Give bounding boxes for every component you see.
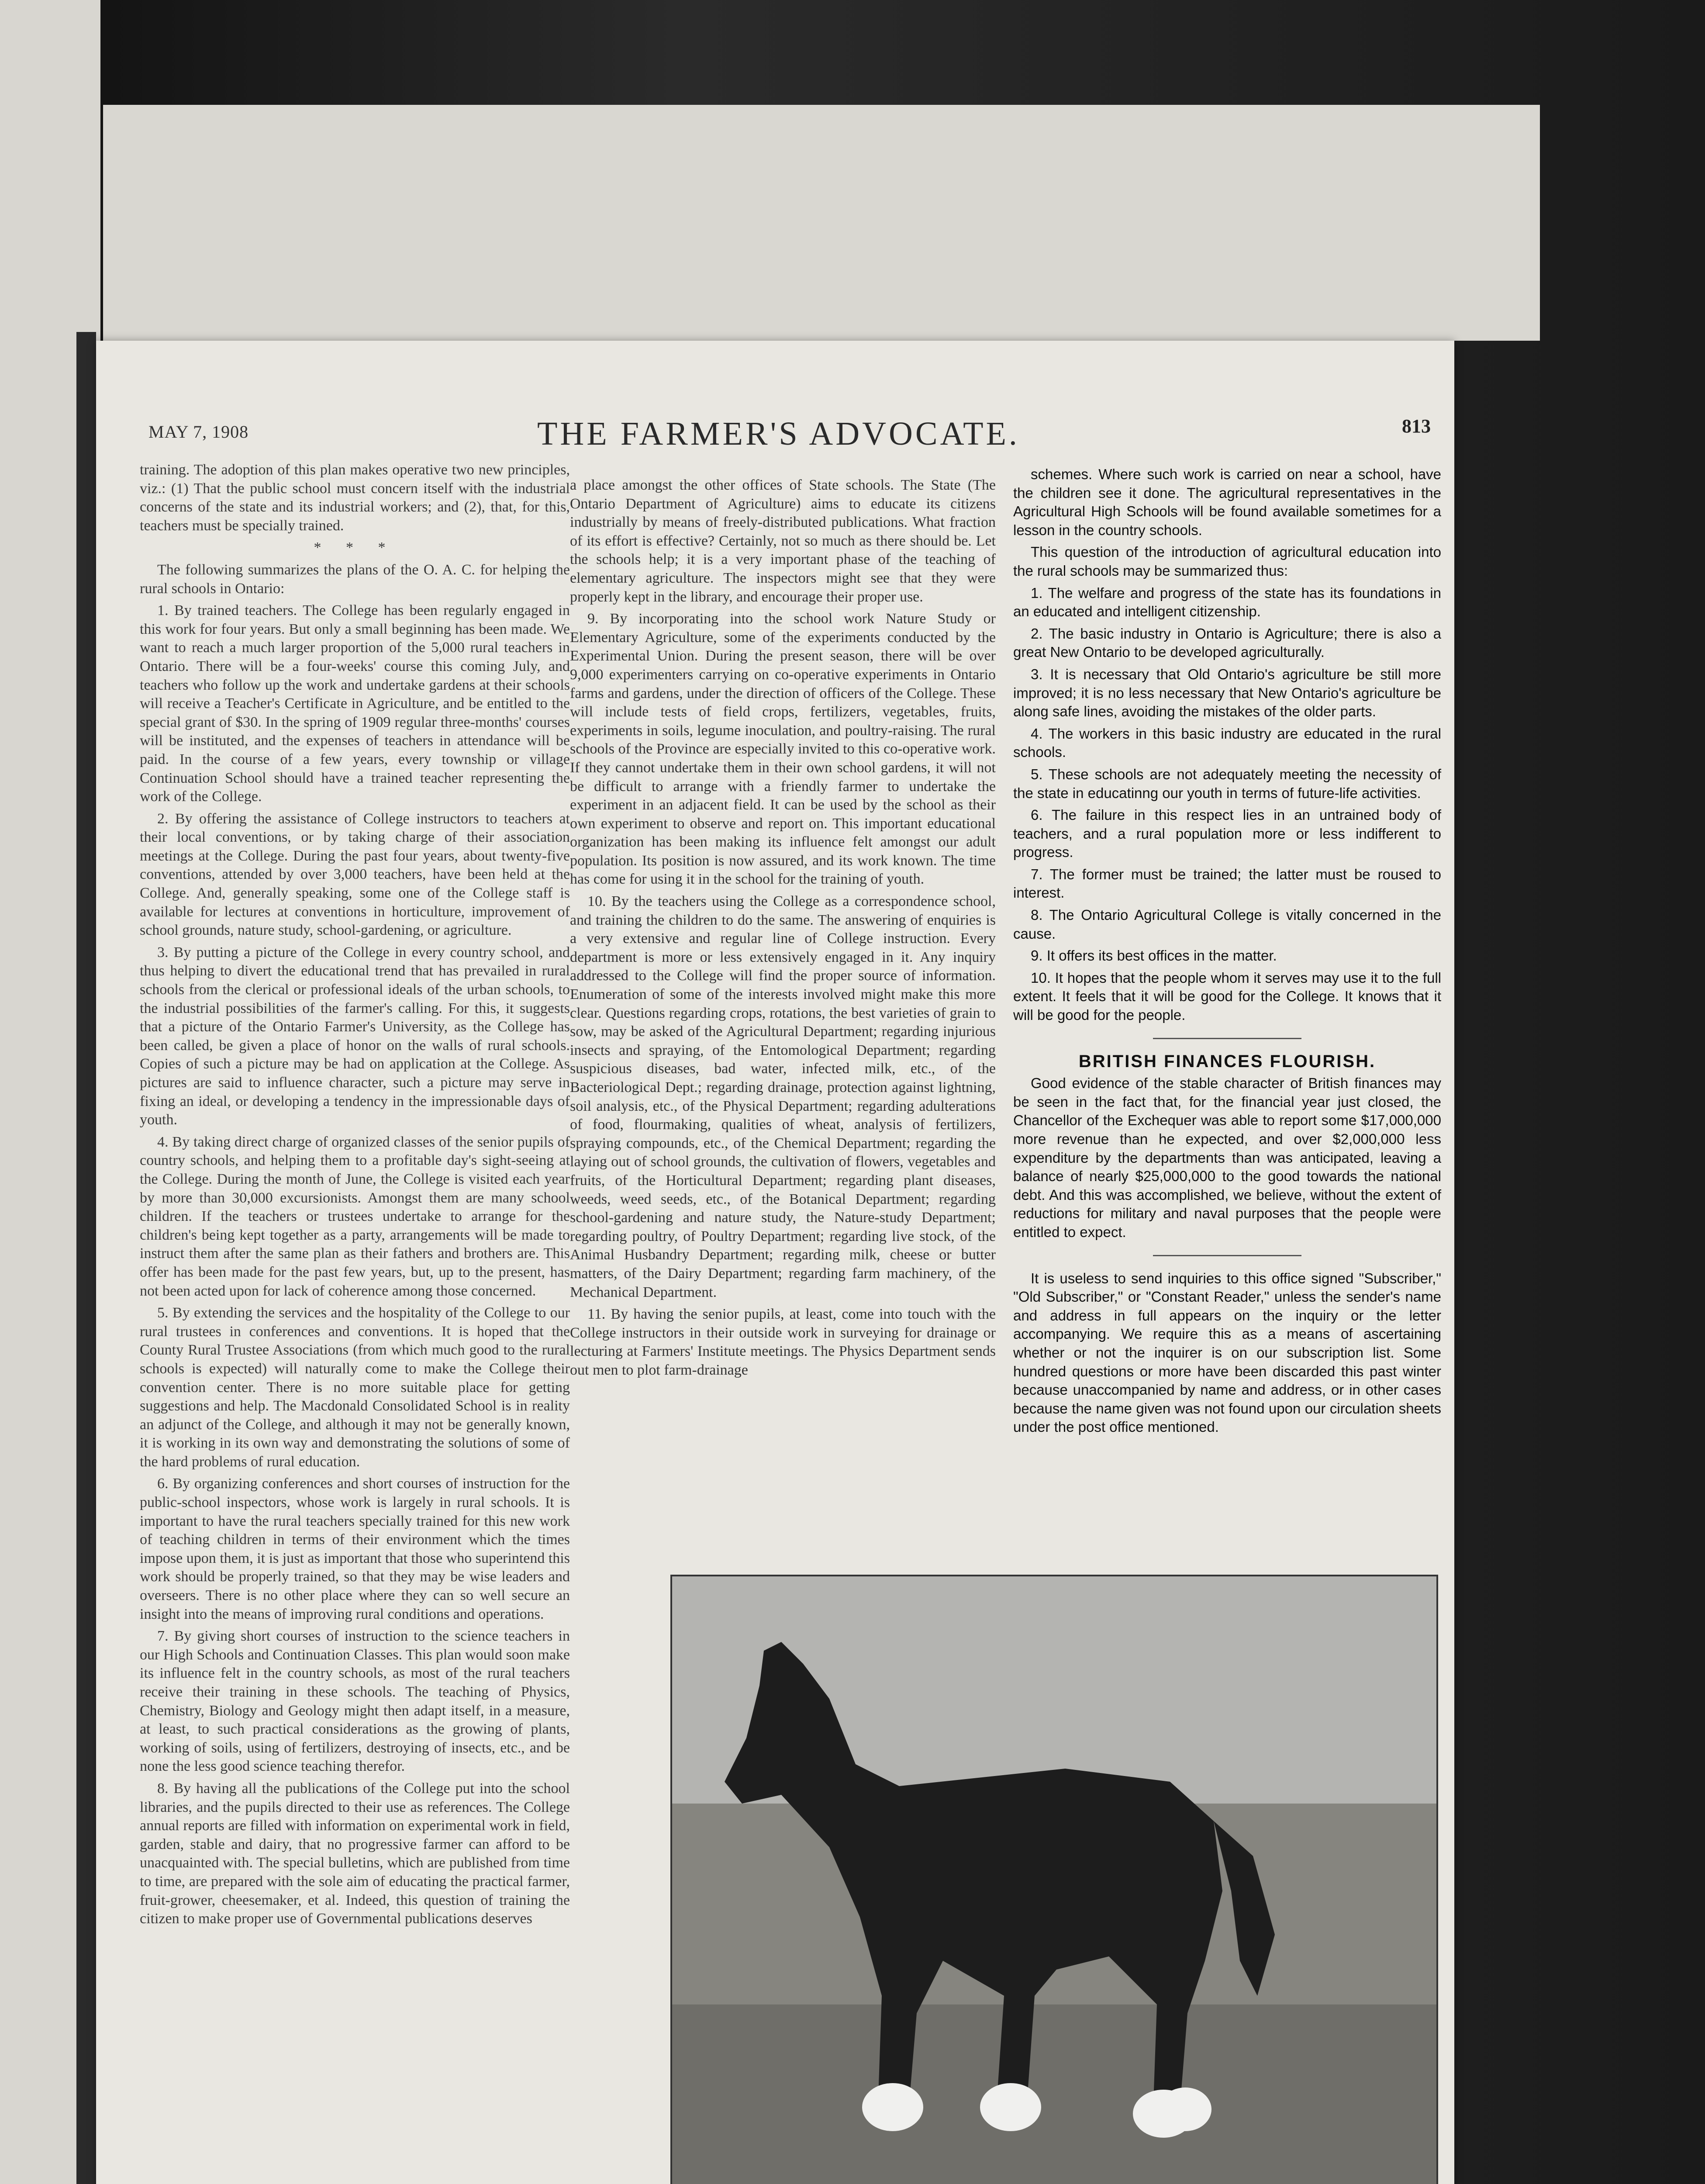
divider-rule [1153, 1038, 1301, 1039]
summary-item: 10. It hopes that the people whom it serves may use it to the full extent. It feels that it will be good for the College. It knows that it will be good for the people. [1013, 969, 1441, 1023]
paragraph: training. The adoption of this plan makes operative two new principles, viz.: (1) That the public school must concern itself with the industrial concerns of the state and its industrial workers; and (2), that, for this, teachers must be specially trained. [140, 462, 570, 534]
summary-item: 3. It is necessary that Old Ontario's agriculture be still more improved; it is no less necessary that New Ontario's agriculture be along safe lines, avoiding the mistakes of the older parts. [1013, 666, 1441, 720]
summary-item: 5. These schools are not adequately meeting the necessity of the state in educatinng our youth in terms of future-life activities. [1013, 766, 1441, 801]
underlying-page-sheet [103, 105, 1540, 341]
paragraph: 9. By incorporating into the school work Nature Study or Elementary Agriculture, some of the experiments conducted by the Experimental Union. During the present season, there will be over 9,000 experimenters carrying on co-operative experiments in Ontario farms and gardens, under the direction of officers of the College. These will include tests of field crops, fertilizers, vegetables, fruits, experiments in soils, legume inoculation, and poultry-raising. The rural schools of the Province are especially invited to this co-operative work. If they cannot undertake them in their own school gardens, it will not be difficult to arrange with a friendly farmer to undertake the experiment in an adjacent field. It can be used by the school as their own experiment to observe and report on. This important educational organization has been making its influence felt amongst our adult population. Its position is now assured, and its work known. The time has come for using it in the school for the training of youth. [570, 611, 996, 888]
paragraph: The following summarizes the plans of the O. A. C. for helping the rural schools in Ontario: [140, 561, 570, 597]
paragraph: 7. By giving short courses of instruction to the science teachers in our High Schools and Continuation Classes. This plan would soon make its influence felt in the country schools, as most of the rural teachers receive their training in these schools. The teaching of Physics, Chemistry, Biology and Geology might then adapt itself, in a measure, at least, to such practical considerations as the growing of plants, working of soils, using of fertilizers, destroying of insects, etc., and be none the less good science teaching therefor. [140, 1628, 570, 1775]
right-column [1013, 465, 1441, 1440]
paragraph: 8. By having all the publications of the College put into the school libraries, and the pupils directed to their use as references. The College annual reports are filled with information on experimental work in field, garden, stable and dairy, that no progressive farmer can afford to be unacquainted with. The special bulletins, which are published from time to time, are prepared with the sole aim of educating the practical farmer, fruit-grower, cheesemaker, et al. Indeed, this question of training the citizen to make proper use of Governmental publications deserves [140, 1780, 570, 1927]
paragraph: Good evidence of the stable character of British finances may be seen in the fact that, for the financial year just closed, the Chancellor of the Exchequer was able to report some $17,000,000 more revenue than he expected, and over $2,000,000 less expenditure by the departments than was anticipated, leaving a balance of nearly $25,000,000 to the good towards the national debt. And this was accomplished, we believe, without the extent of reductions for military and naval purposes that the people were entitled to expect. [1013, 1075, 1441, 1240]
paragraph: 4. By taking direct charge of organized classes of the senior pupils of country schools, and helping them to a profitable day's sight-seeing at the College. During the month of June, the College is visited each year by more than 30,000 excursionists. Amongst them are many school children. If the teachers or trustees undertake to arrange for the children's being kept together as a party, arrangements will be made to instruct them after the same plan as their fathers and brothers are. This offer has been made for the past few years, but, up to the present, has not been acted upon for lack of coherence among those concerned. [140, 1133, 570, 1299]
paragraph: 11. By having the senior pupils, at least, come into touch with the College instructors in their outside work in surveying for drainage or lecturing at Farmers' Institute meetings. The Physics Department sends out men to plot farm-drainage [570, 1306, 996, 1378]
summary-item: 7. The former must be trained; the latter must be roused to interest. [1013, 866, 1441, 901]
clydesdale-horse-image [672, 1576, 1436, 2184]
issue-date: MAY 7, 1908 [148, 422, 249, 442]
summary-item: 4. The workers in this basic industry are educated in the rural schools. [1013, 725, 1441, 760]
finance-heading: BRITISH FINANCES FLOURISH. [1078, 1051, 1376, 1071]
paragraph: 3. By putting a picture of the College in every country school, and thus helping to divert the educational trend that has prevailed in rural schools from the clerical or professional ideals of the urban schools, to the industrial possibilities of the farmer's calling. For this, it suggests that a picture of the Ontario Farmer's University, as the College has been called, be given a place of honor on the walls of rural schools. Copies of such a picture may be had on application at the College. As pictures are said to influence character, such a picture may serve in fixing an ideal, or developing a tendency in the impressionable days of youth. [140, 944, 570, 1128]
divider-rule [1153, 1255, 1301, 1256]
page-number: 813 [1402, 415, 1431, 437]
paragraph: 5. By extending the services and the hospitality of the College to our rural trustees in conferences and conventions. It is hoped that the County Rural Trustee Associations (from which much good to the rural schools is expected) will naturally come to make the College their convention center. There is no more suitable place for getting suggestions and help. The Macdonald Consolidated School is in reality an adjunct of the College, and although it may not be generally known, it is working in its own way and demonstrating the solutions of some of the hard problems of rural education. [140, 1305, 570, 1470]
summary-item: 9. It offers its best offices in the matter. [1031, 947, 1277, 964]
section-divider-stars: * * * [314, 539, 396, 556]
summary-item: 1. The welfare and progress of the state has its foundations in an educated and intelligent citizenship. [1013, 584, 1441, 620]
paragraph: This question of the introduction of agricultural education into the rural schools may be summarized thus: [1013, 544, 1441, 579]
paragraph: 10. By the teachers using the College as a correspondence school, and training the children to do the same. The answering of enquiries is a very extensive and regular line of College instruction. Every department is more or less extensively engaged in it. Any inquiry addressed to the College will find the proper source of information. Enumeration of some of the interests involved might make this more clear. Questions regarding crops, rotations, the best varieties of grain to sow, may be asked of the Agricultural Department; regarding injurious insects and spraying, of the Entomological Department; regarding suspicious diseases, bad water, infected milk, etc., of the Bacteriological Dept.; regarding drainage, protection against lightning, soil analysis, etc., of the Physical Department; regarding adulterations of food, flourmaking, qualities of wheat, analysis of fertilizers, spraying compounds, etc., of the Chemical Department; regarding the laying out of school grounds, the cultivation of flowers, vegetables and fruits, of the Horticultural Department; regarding plant diseases, weeds, weed seeds, etc., of the Botanical Department; regarding school-gardening and nature study, the Nature-study Department; regarding poultry, of Poultry Department; regarding live stock, of the Animal Husbandry Department; regarding milk, cheese or butter matters, of the Dairy Department; regarding farm machinery, of the Mechanical Department. [570, 893, 996, 1300]
publication-title: THE FARMER'S ADVOCATE. [537, 415, 1020, 452]
paragraph: 1. By trained teachers. The College has been regularly engaged in this work for four years. But only a small beginning has been made. We want to reach a much larger proportion of the 5,000 rural teachers in Ontario. There will be a four-weeks' course this coming July, and teachers who follow up the work and undertake gardens at their schools will receive a Teacher's Certificate in Agriculture, and be entitled to the special grant of $30. In the spring of 1909 regular three-months' courses will be instituted, and the expenses of teachers in attendance will be paid. In the course of a few years, every township or village Continuation School should have a trained teacher representing the work of the College. [140, 602, 570, 805]
paragraph: a place amongst the other offices of State schools. The State (The Ontario Department of Agriculture) aims to educate its citizens industrially by means of freely-distributed publications. What fraction of its effort is effective? Certainly, not so much as there should be. Let the schools help; it is a very important phase of the teaching of elementary agriculture. The inspectors might see that they were properly kept in the library, and encourage their proper use. [570, 477, 996, 605]
summary-item: 6. The failure in this respect lies in an untrained body of teachers, and a rural population more or less indifferent to progress. [1013, 807, 1441, 860]
summary-item: 8. The Ontario Agricultural College is vitally concerned in the cause. [1013, 907, 1441, 942]
left-column [140, 461, 570, 1932]
notice-paragraph: It is useless to send inquiries to this office signed "Subscriber," "Old Subscriber," or "Constant Reader," unless the sender's name and address in full appears on the inquiry or the letter accompanying. We require this as a means of ascertaining whether or not the inquirer is on our subscription list. Some hundred questions or more have been discarded this past winter because unaccompanied by name and address, or in other cases because the name given was not found upon our circulation sheets under the post office mentioned. [1013, 1270, 1441, 1435]
summary-item: 2. The basic industry in Ontario is Agriculture; there is also a great New Ontario to be developed agriculturally. [1013, 625, 1441, 660]
horse-photograph [670, 1575, 1438, 2184]
middle-column [570, 476, 996, 1383]
paragraph: 6. By organizing conferences and short courses of instruction for the public-school inspectors, whose work is largely in rural schools. It is important to have the rural teachers specially trained for this new work of teaching children in terms of their environment which the times impose upon them, it is just as important that those who superintend this work should be properly trained, so that they may be wise leaders and overseers. There is no other place where they can so well secure an insight into the means of improving rural conditions and operations. [140, 1476, 570, 1622]
paragraph: schemes. Where such work is carried on near a school, have the children see it done. The agricultural representatives in the Agricultural High Schools will be found available sometimes for a lesson in the country schools. [1013, 466, 1441, 538]
page-gutter-shadow [76, 332, 96, 2184]
paragraph: 2. By offering the assistance of College instructors to teachers at their local conventions, or by taking charge of their association meetings at the College. During the past four years, about twenty-five conventions, attended by over 3,000 teachers, have been held at the College. And, generally speaking, some one of the College staff is available for lectures at conventions in horticulture, improvement of school grounds, nature study, school-gardening, or agriculture. [140, 810, 570, 939]
